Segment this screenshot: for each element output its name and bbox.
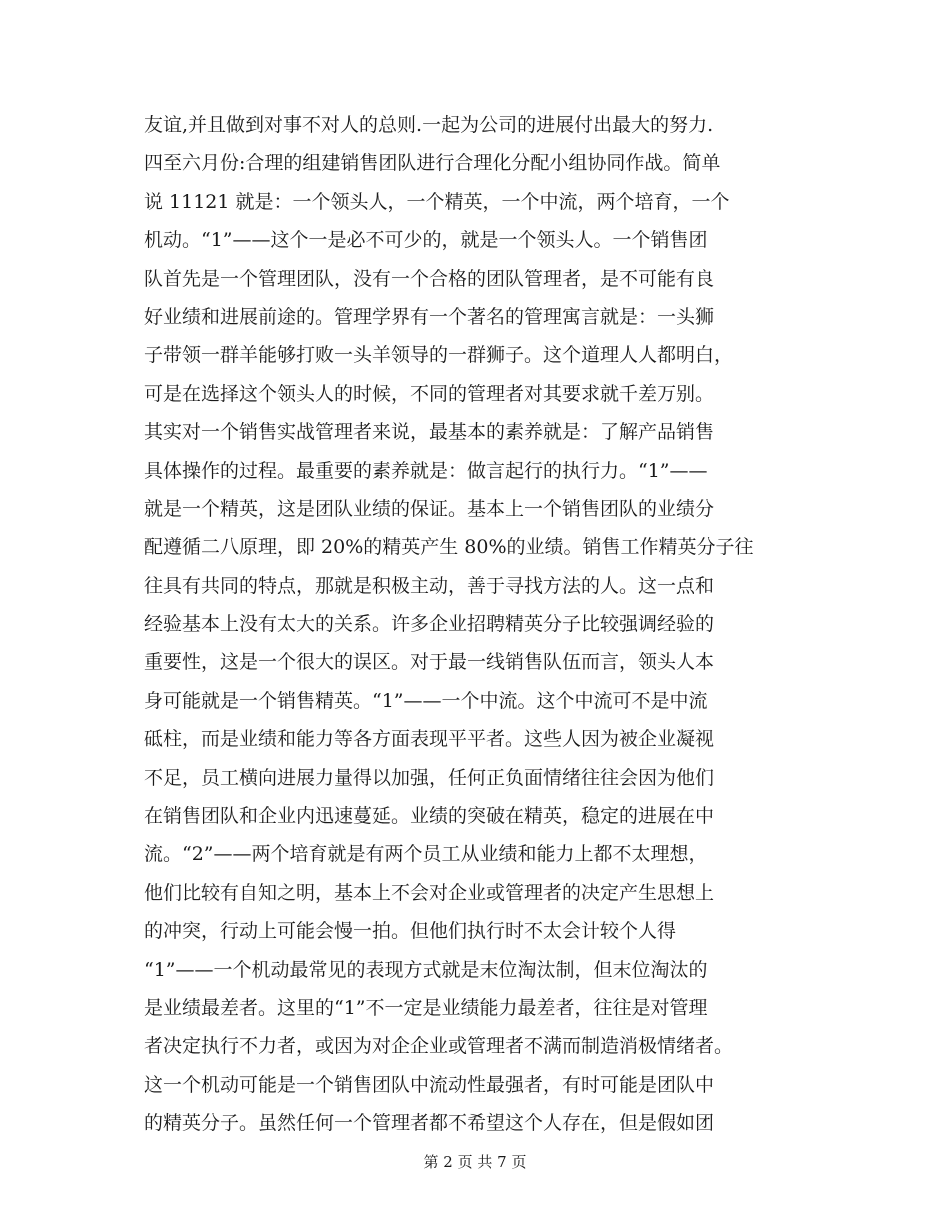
body-text [144, 106, 806, 1143]
text-line: 砥柱，而是业绩和能力等各方面表现平平者。这些人因为被企业凝视 [144, 728, 715, 751]
text-line: 流。“2”——两个培育就是有两个员工从业绩和能力上都不太理想， [144, 843, 708, 866]
text-line: 的冲突，行动上可能会慢一拍。但他们执行时不太会计较个人得 [144, 920, 677, 943]
text-line: 重要性，这是一个很大的误区。对于最一线销售队伍而言，领头人本 [144, 651, 715, 674]
text-line: 经验基本上没有太大的关系。许多企业招聘精英分子比较强调经验的 [144, 613, 715, 636]
text-line: 四至六月份:合理的组建销售团队进行合理化分配小组协同作战。简单 [144, 152, 721, 175]
text-line: “1”——一个机动最常见的表现方式就是末位淘汰制，但末位淘汰的 [144, 958, 708, 981]
text-line: 他们比较有自知之明，基本上不会对企业或管理者的决定产生思想上 [144, 881, 715, 904]
text-line: 子带领一群羊能够打败一头羊领导的一群狮子。这个道理人人都明白， [144, 344, 734, 367]
text-line: 者决定执行不力者，或因为对企企业或管理者不满而制造消极情绪者。 [144, 1035, 734, 1058]
text-line: 是业绩最差者。这里的“1”不一定是业绩能力最差者，往往是对管理 [144, 996, 708, 1019]
text-line: 其实对一个销售实战管理者来说，最基本的素养就是：了解产品销售 [144, 421, 715, 444]
text-line: 好业绩和进展前途的。管理学界有一个著名的管理寓言就是：一头狮 [144, 305, 715, 328]
text-line: 的精英分子。虽然任何一个管理者都不希望这个人存在，但是假如团 [144, 1112, 715, 1135]
text-line: 队首先是一个管理团队，没有一个合格的团队管理者，是不可能有良 [144, 267, 715, 290]
text-line: 机动。“1”——这个一是必不可少的，就是一个领头人。一个销售团 [144, 229, 708, 252]
text-line: 身可能就是一个销售精英。“1”——一个中流。这个中流可不是中流 [144, 689, 708, 712]
page-number-footer: 第 2 页 共 7 页 [423, 1153, 527, 1171]
text-line: 说 11121 就是：一个领头人，一个精英，一个中流，两个培育，一个 [144, 190, 730, 213]
text-line: 配遵循二八原理，即 20%的精英产生 80%的业绩。销售工作精英分子往 [144, 536, 754, 559]
text-line: 不足，员工横向进展力量得以加强，任何正负面情绪往往会因为他们 [144, 766, 715, 789]
text-line: 就是一个精英，这是团队业绩的保证。基本上一个销售团队的业绩分 [144, 497, 715, 520]
text-line: 在销售团队和企业内迅速蔓延。业绩的突破在精英，稳定的进展在中 [144, 805, 715, 828]
text-line: 友谊,并且做到对事不对人的总则.一起为公司的进展付出最大的努力. [144, 114, 714, 136]
text-line: 这一个机动可能是一个销售团队中流动性最强者，有时可能是团队中 [144, 1073, 715, 1096]
text-line: 具体操作的过程。最重要的素养就是：做言起行的执行力。“1”—— [144, 459, 708, 482]
text-line: 往具有共同的特点，那就是积极主动，善于寻找方法的人。这一点和 [144, 574, 715, 597]
text-line: 可是在选择这个领头人的时候，不同的管理者对其要求就千差万别。 [144, 382, 715, 405]
